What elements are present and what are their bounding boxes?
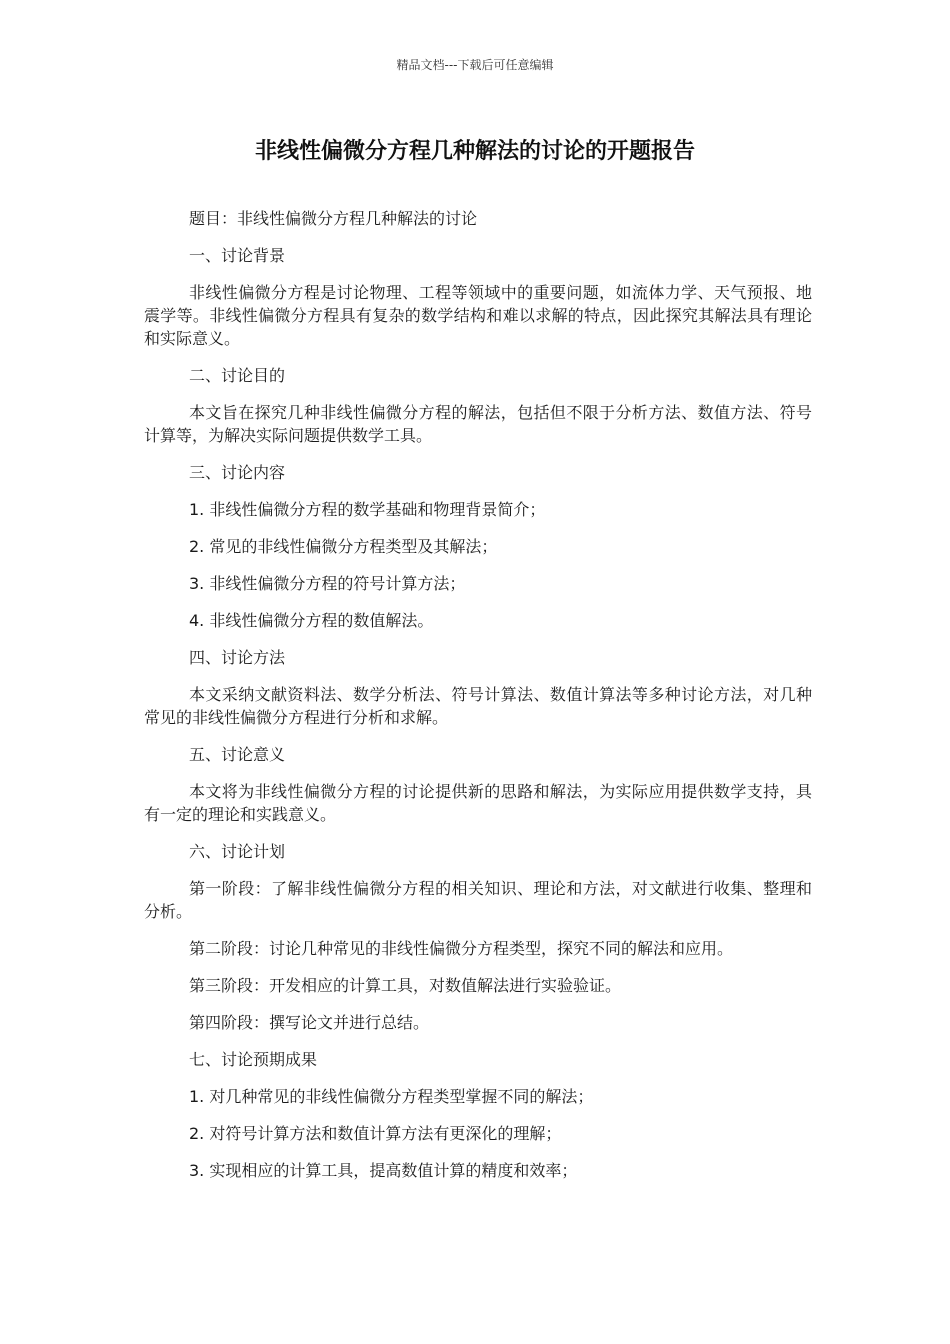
plan-stage: 第三阶段：开发相应的计算工具，对数值解法进行实验验证。 bbox=[189, 976, 622, 995]
plan-stage: 第一阶段：了解非线性偏微分方程的相关知识、理论和方法，对文献进行收集、整理和分析。 bbox=[144, 879, 812, 921]
section-heading-method: 四、讨论方法 bbox=[189, 648, 286, 667]
outcome-list-item: 3. 实现相应的计算工具，提高数值计算的精度和效率； bbox=[189, 1161, 578, 1180]
section-heading-outcomes: 七、讨论预期成果 bbox=[189, 1050, 318, 1069]
section-heading-significance: 五、讨论意义 bbox=[189, 745, 286, 764]
plan-stage: 第四阶段：撰写论文并进行总结。 bbox=[189, 1013, 430, 1032]
section-heading-purpose: 二、讨论目的 bbox=[189, 366, 286, 385]
paragraph-background: 非线性偏微分方程是讨论物理、工程等领域中的重要问题，如流体力学、天气预报、地震学等。非线性偏微分方程具有复杂的数学结构和难以求解的特点，因此探究其解法具有理论和实际意义。 bbox=[144, 283, 812, 348]
page-header: 精品文档---下载后可任意编辑 bbox=[396, 58, 554, 72]
content-list-item: 2. 常见的非线性偏微分方程类型及其解法； bbox=[189, 537, 498, 556]
content-list-item: 3. 非线性偏微分方程的符号计算方法； bbox=[189, 574, 466, 593]
document-title: 非线性偏微分方程几种解法的讨论的开题报告 bbox=[254, 139, 695, 164]
section-heading-background: 一、讨论背景 bbox=[189, 246, 286, 265]
document-body bbox=[144, 207, 812, 1196]
content-list-item: 1. 非线性偏微分方程的数学基础和物理背景简介； bbox=[189, 500, 546, 519]
subject-line: 题目：非线性偏微分方程几种解法的讨论 bbox=[189, 209, 478, 228]
paragraph-purpose: 本文旨在探究几种非线性偏微分方程的解法，包括但不限于分析方法、数值方法、符号计算等，为解决实际问题提供数学工具。 bbox=[144, 403, 812, 445]
section-heading-plan: 六、讨论计划 bbox=[189, 842, 286, 861]
outcome-list-item: 1. 对几种常见的非线性偏微分方程类型掌握不同的解法； bbox=[189, 1087, 594, 1106]
content-list-item: 4. 非线性偏微分方程的数值解法。 bbox=[189, 611, 434, 630]
section-heading-content: 三、讨论内容 bbox=[189, 463, 286, 482]
outcome-list-item: 2. 对符号计算方法和数值计算方法有更深化的理解； bbox=[189, 1124, 562, 1143]
paragraph-method: 本文采纳文献资料法、数学分析法、符号计算法、数值计算法等多种讨论方法，对几种常见的非线性偏微分方程进行分析和求解。 bbox=[144, 685, 812, 727]
paragraph-significance: 本文将为非线性偏微分方程的讨论提供新的思路和解法，为实际应用提供数学支持，具有一定的理论和实践意义。 bbox=[144, 782, 812, 824]
plan-stage: 第二阶段：讨论几种常见的非线性偏微分方程类型，探究不同的解法和应用。 bbox=[189, 939, 734, 958]
